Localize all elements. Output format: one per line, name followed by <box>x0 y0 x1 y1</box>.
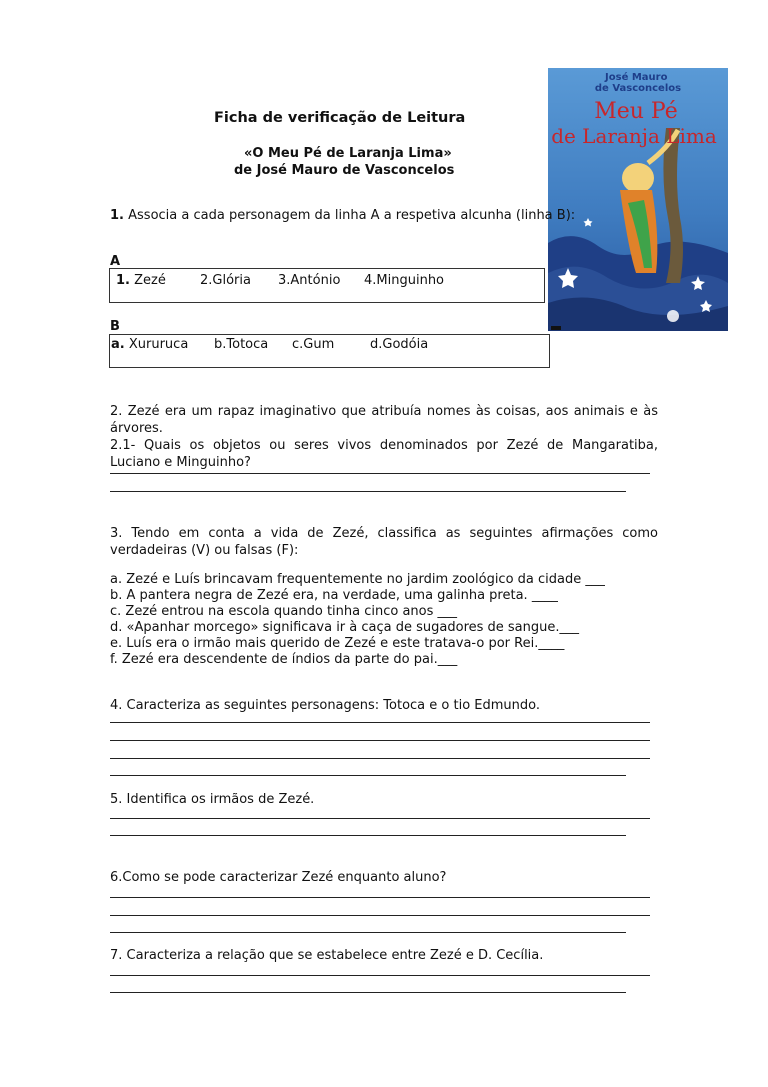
statement-b: b. A pantera negra de Zezé era, na verdade, uma galinha preta. ____ <box>110 588 558 603</box>
page-title: Ficha de verificação de Leitura <box>214 110 466 126</box>
row-b-item-b: b.Totoca <box>214 337 269 352</box>
answer-line[interactable] <box>110 722 650 723</box>
row-a-item-3: 3.António <box>278 273 341 288</box>
row-a-item-1: 1. Zezé <box>116 273 166 288</box>
row-a-label: A <box>110 254 121 269</box>
question-2: 2. Zezé era um rapaz imaginativo que atribuía nomes às coisas, aos animais e às árvores. <box>110 404 658 436</box>
answer-line[interactable] <box>110 835 626 836</box>
question-3: 3. Tendo em conta a vida de Zezé, classifica as seguintes afirmações como verdadeiras (V) ou falsas (F): <box>110 526 658 558</box>
answer-line[interactable] <box>110 758 650 759</box>
statement-e: e. Luís era o irmão mais querido de Zezé e este tratava-o por Rei.____ <box>110 636 565 651</box>
question-6: 6.Como se pode caracterizar Zezé enquanto aluno? <box>110 870 447 885</box>
answer-line[interactable] <box>110 897 650 898</box>
book-cover-illustration <box>548 68 728 331</box>
row-b-box <box>109 334 550 368</box>
question-1 <box>110 207 658 224</box>
answer-line[interactable] <box>110 775 626 776</box>
question-4: 4. Caracteriza as seguintes personagens: Totoca e o tio Edmundo. <box>110 698 541 713</box>
answer-line[interactable] <box>110 491 626 492</box>
row-a-item-4: 4.Minguinho <box>364 273 445 288</box>
answer-line[interactable] <box>110 992 626 993</box>
answer-line[interactable] <box>110 932 626 933</box>
cover-shadow <box>551 326 561 330</box>
row-a-box <box>109 268 545 303</box>
cover-title-line1: Meu Pé <box>594 99 678 124</box>
book-cover-image <box>548 68 728 331</box>
row-b-item-a: a. Xururuca <box>111 337 189 352</box>
cover-title-line2: de Laranja Lima <box>551 124 717 148</box>
cover-author: José Mauro de Vasconcelos <box>594 72 682 94</box>
book-title: «O Meu Pé de Laranja Lima» <box>244 146 452 161</box>
question-2-1: 2.1- Quais os objetos ou seres vivos denominados por Zezé de Mangaratiba, Luciano e Minguinho? <box>110 438 658 470</box>
answer-line[interactable] <box>110 975 650 976</box>
answer-line[interactable] <box>110 740 650 741</box>
row-b-label: B <box>110 319 120 334</box>
statement-a: a. Zezé e Luís brincavam frequentemente no jardim zoológico da cidade ___ <box>110 572 605 587</box>
answer-line[interactable] <box>110 473 650 474</box>
row-b-item-d: d.Godóia <box>370 337 429 352</box>
question-5: 5. Identifica os irmãos de Zezé. <box>110 792 315 807</box>
statement-c: c. Zezé entrou na escola quando tinha cinco anos ___ <box>110 604 458 619</box>
question-1-number: 1. <box>110 208 124 223</box>
row-a-item-2: 2.Glória <box>200 273 251 288</box>
statement-f: f. Zezé era descendente de índios da parte do pai.___ <box>110 652 458 667</box>
row-b-item-c: c.Gum <box>292 337 335 352</box>
answer-line[interactable] <box>110 818 650 819</box>
book-author: de José Mauro de Vasconcelos <box>234 163 455 178</box>
statement-d: d. «Apanhar morcego» significava ir à caça de sugadores de sangue.___ <box>110 620 580 635</box>
question-7: 7. Caracteriza a relação que se estabelece entre Zezé e D. Cecília. <box>110 948 544 963</box>
answer-line[interactable] <box>110 915 650 916</box>
question-1-text: Associa a cada personagem da linha A a respetiva alcunha (linha B): <box>128 208 576 223</box>
